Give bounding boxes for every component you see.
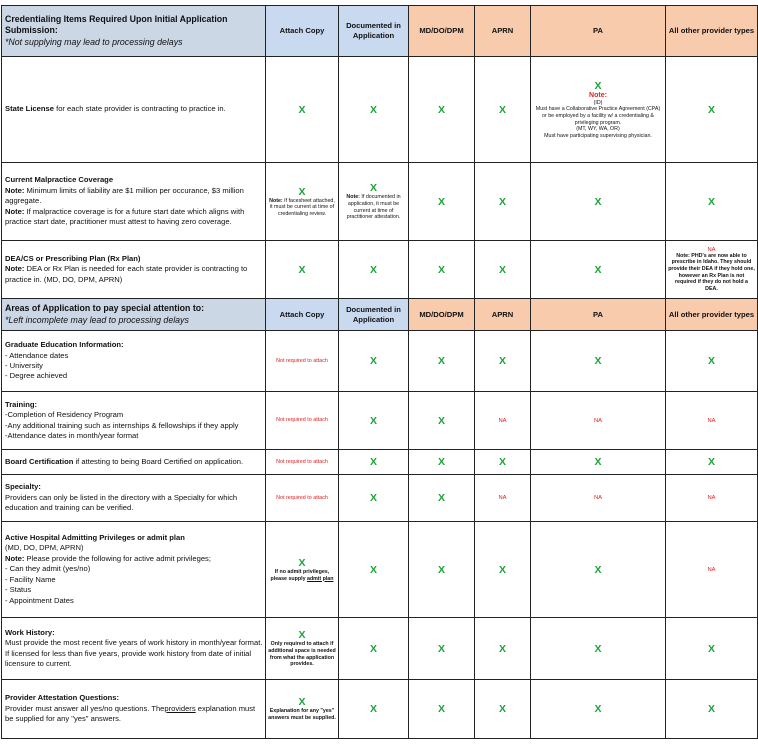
- cell-na: [475, 392, 531, 450]
- check-mark: X: [498, 642, 506, 655]
- requirement-work-history: [2, 618, 266, 680]
- col-header-md-do-dpm: MD/DO/DPM: [409, 6, 475, 57]
- cell-check: [475, 522, 531, 618]
- section-header-initial: [2, 6, 758, 57]
- requirement-line: - Attendance dates: [5, 350, 69, 360]
- cell-not-required: [266, 450, 339, 475]
- check-mark: X: [298, 629, 306, 642]
- note-text: Only required to attach if additional space is needed from what the application provides.: [268, 641, 336, 668]
- check-mark: X: [707, 355, 715, 367]
- na-mark: NA: [498, 417, 507, 424]
- check-mark: X: [498, 195, 506, 208]
- section-subtitle-text: *Not supplying may lead to processing delays: [5, 36, 183, 47]
- row-dea: [2, 241, 758, 299]
- check-mark: X: [369, 355, 377, 367]
- check-mark: X: [594, 642, 602, 655]
- cell-check: [475, 331, 531, 392]
- note-text: Explanation for any "yes" answers must be supplied.: [268, 708, 336, 721]
- check-mark: X: [369, 182, 377, 195]
- not-required-text: Not required to attach: [276, 494, 328, 501]
- check-mark: X: [369, 263, 377, 276]
- cell-attach-note: [266, 618, 339, 680]
- note-label: Note:: [5, 206, 25, 216]
- pa-note-2: Must have a Collaborative Practice Agreement (CPA) or be employed by a facility w/ a credentialing & privileging program.: [535, 106, 661, 126]
- requirement-hospital-privileges: [2, 522, 266, 618]
- check-mark: X: [594, 195, 602, 208]
- cell-check: [409, 450, 475, 475]
- cell-not-required: [266, 475, 339, 522]
- requirement-board-certification: [2, 450, 266, 475]
- check-mark: X: [594, 79, 602, 92]
- requirement-line: -Any additional training such as internships & fellowships if they apply: [5, 420, 239, 430]
- cell-check: [266, 241, 339, 299]
- check-mark: X: [594, 355, 602, 367]
- pa-note-4: Must have participating supervising physician.: [544, 132, 652, 139]
- requirement-line: -Completion of Residency Program: [5, 410, 124, 420]
- cell-check: [475, 163, 531, 241]
- check-mark: X: [498, 456, 506, 468]
- check-mark: X: [498, 703, 506, 715]
- cell-attach-note: [266, 680, 339, 739]
- check-mark: X: [707, 195, 715, 208]
- check-mark: X: [594, 703, 602, 715]
- col-header-aprn: APRN: [475, 6, 531, 57]
- cell-attach-note: [266, 522, 339, 618]
- check-mark: X: [437, 263, 445, 276]
- section-subtitle-text: *Left incomplete may lead to processing delays: [5, 314, 189, 325]
- check-mark: X: [369, 492, 377, 504]
- cell-check: [531, 680, 666, 739]
- requirement-text: if attesting to being Board Certified on application.: [73, 456, 244, 466]
- check-mark: X: [437, 414, 445, 427]
- cell-check: [409, 680, 475, 739]
- requirement-line: - Status: [5, 585, 32, 595]
- check-mark: X: [298, 185, 306, 198]
- requirement-malpractice: [2, 163, 266, 241]
- na-mark: NA: [707, 246, 716, 253]
- cell-check: [339, 450, 409, 475]
- cell-check: [339, 680, 409, 739]
- requirement-dea: [2, 241, 266, 299]
- note-label: Note:: [346, 194, 360, 201]
- cell-pa-note: [531, 57, 666, 163]
- cell-check: [409, 475, 475, 522]
- not-required-text: Not required to attach: [276, 357, 328, 364]
- cell-check: [666, 163, 758, 241]
- requirement-title: Active Hospital Admitting Privileges or admit plan: [5, 533, 185, 543]
- pa-note-label: Note:: [589, 91, 607, 99]
- col-header-documented: Documented in Application: [339, 6, 409, 57]
- cell-check: [666, 331, 758, 392]
- na-mark: NA: [593, 417, 603, 424]
- check-mark: X: [594, 563, 602, 576]
- cell-check: [475, 241, 531, 299]
- cell-check: [339, 241, 409, 299]
- note-label: Note:: [5, 185, 25, 195]
- requirement-title: Current Malpractice Coverage: [5, 175, 114, 185]
- cell-check: [339, 57, 409, 163]
- cell-check: [531, 450, 666, 475]
- requirement-line: - University: [5, 361, 43, 370]
- cell-check: [339, 475, 409, 522]
- check-mark: X: [437, 195, 445, 208]
- na-mark: NA: [707, 417, 716, 424]
- col-header-md-do-dpm: MD/DO/DPM: [409, 299, 475, 331]
- note-text: DEA or Rx Plan is needed for each state provider is contracting to practice in. (MD, DO, DPM, APRN): [5, 264, 248, 284]
- requirement-title: Work History:: [5, 627, 55, 637]
- note-text: If facesheet attached, it must be current at time of credentialing review.: [269, 197, 335, 217]
- col-header-attach-copy: Attach Copy: [266, 299, 339, 331]
- note-text: Please provide the following for active admit privileges;: [24, 553, 211, 563]
- check-mark: X: [437, 563, 445, 576]
- cell-na: [666, 522, 758, 618]
- cell-check: [409, 522, 475, 618]
- check-mark: X: [707, 103, 715, 116]
- requirement-title: State License: [5, 104, 54, 114]
- pa-note-1: (ID): [593, 99, 603, 106]
- cell-check: [475, 450, 531, 475]
- row-hospital-privileges: [2, 522, 758, 618]
- section-title-initial: [2, 6, 266, 57]
- note-text: If documented in application, it must be current at time of practitioner attestation.: [346, 194, 401, 221]
- note-text: If malpractice coverage is for a future start date which aligns with practice start date, practitioner must attest to having zero coverage.: [5, 206, 245, 227]
- admit-plan-link: admit plan: [307, 575, 334, 582]
- check-mark: X: [707, 456, 715, 468]
- cell-documented-note: [339, 163, 409, 241]
- check-mark: X: [437, 355, 445, 367]
- requirement-title: Specialty:: [5, 482, 41, 492]
- providers-link: providers: [164, 703, 196, 713]
- requirement-attestation: [2, 680, 266, 739]
- requirement-state-license: [2, 57, 266, 163]
- check-mark: X: [594, 456, 602, 468]
- row-malpractice: [2, 163, 758, 241]
- check-mark: X: [437, 492, 445, 504]
- na-mark: NA: [593, 495, 603, 501]
- requirement-line: (MD, DO, DPM, APRN): [5, 543, 84, 553]
- check-mark: X: [498, 563, 506, 576]
- check-mark: X: [498, 263, 506, 276]
- requirement-text: Must provide the most recent five years of work history in month/year format. If licensed for less than five years, provide work history from date of initial licensure to current.: [5, 638, 263, 668]
- requirement-line: - Degree achieved: [5, 371, 68, 381]
- note-label: Note:: [676, 252, 690, 259]
- requirement-training: [2, 392, 266, 450]
- check-mark: X: [369, 414, 377, 427]
- requirement-line: -Attendance dates in month/year format: [5, 430, 139, 440]
- cell-na: [666, 475, 758, 522]
- check-mark: X: [498, 355, 506, 367]
- section-title-attention: [2, 299, 266, 331]
- check-mark: X: [437, 456, 445, 468]
- cell-other-note: [666, 241, 758, 299]
- cell-check: [339, 618, 409, 680]
- check-mark: X: [369, 456, 377, 468]
- cell-not-required: [266, 392, 339, 450]
- cell-check: [666, 57, 758, 163]
- cell-check: [409, 392, 475, 450]
- check-mark: X: [298, 263, 306, 276]
- requirement-text: Provider must answer all yes/no questions. The: [5, 703, 165, 713]
- cell-check: [339, 522, 409, 618]
- requirement-title: Provider Attestation Questions:: [5, 693, 120, 703]
- cell-check: [531, 163, 666, 241]
- requirement-line: - Can they admit (yes/no): [5, 564, 91, 574]
- row-work-history: [2, 618, 758, 680]
- check-mark: X: [298, 696, 306, 709]
- col-header-other: All other provider types: [666, 6, 758, 57]
- requirements-table: [1, 5, 758, 739]
- cell-check: [409, 618, 475, 680]
- requirement-line: - Facility Name: [5, 574, 56, 584]
- check-mark: X: [437, 642, 445, 655]
- check-mark: X: [298, 556, 306, 569]
- cell-check: [266, 57, 339, 163]
- check-mark: X: [437, 103, 445, 116]
- cell-check: [475, 618, 531, 680]
- row-state-license: [2, 57, 758, 163]
- not-required-text: Not required to attach: [276, 417, 328, 423]
- col-header-pa: PA: [531, 6, 666, 57]
- cell-check: [409, 241, 475, 299]
- cell-attach-note: [266, 163, 339, 241]
- cell-check: [531, 331, 666, 392]
- row-specialty: [2, 475, 758, 522]
- cell-not-required: [266, 331, 339, 392]
- row-graduate-education: [2, 331, 758, 392]
- row-board-certification: [2, 450, 758, 475]
- cell-check: [339, 331, 409, 392]
- requirement-title: Graduate Education Information:: [5, 340, 124, 350]
- check-mark: X: [707, 642, 715, 655]
- cell-check: [475, 57, 531, 163]
- cell-na: [666, 392, 758, 450]
- row-training: [2, 392, 758, 450]
- cell-na: [531, 475, 666, 522]
- col-header-documented: Documented in Application: [339, 299, 409, 331]
- section-header-attention: [2, 299, 758, 331]
- requirement-text: for each state provider is contracting to practice in.: [53, 104, 226, 114]
- col-header-attach-copy: Attach Copy: [266, 6, 339, 57]
- cell-check: [409, 57, 475, 163]
- not-required-text: Not required to attach: [276, 458, 328, 465]
- section-title-text: Credentialing Items Required Upon Initial Application Submission:: [5, 13, 228, 36]
- check-mark: X: [707, 703, 715, 715]
- cell-na: [531, 392, 666, 450]
- cell-check: [531, 618, 666, 680]
- check-mark: X: [594, 263, 602, 276]
- cell-check: [666, 618, 758, 680]
- requirement-title: Training:: [5, 399, 38, 409]
- note-label: Note:: [5, 264, 25, 274]
- col-header-pa: PA: [531, 299, 666, 331]
- check-mark: X: [498, 103, 506, 116]
- check-mark: X: [369, 103, 377, 116]
- cell-check: [409, 163, 475, 241]
- cell-check: [531, 522, 666, 618]
- requirement-title: DEA/CS or Prescribing Plan (Rx Plan): [5, 253, 141, 263]
- cell-check: [666, 450, 758, 475]
- note-label: Note:: [269, 197, 283, 204]
- note-label: Note:: [5, 553, 25, 563]
- section-title-text: Areas of Application to pay special attention to:: [5, 303, 205, 313]
- check-mark: X: [369, 642, 377, 655]
- na-mark: NA: [707, 495, 716, 501]
- requirement-text: explanation must be supplied for any "yes" answers.: [5, 703, 256, 724]
- check-mark: X: [298, 103, 306, 116]
- requirement-text: Providers can only be listed in the directory with a Specialty for which education and training can be verified.: [5, 492, 238, 513]
- requirement-graduate-education: [2, 331, 266, 392]
- check-mark: X: [437, 703, 445, 715]
- cell-na: [475, 475, 531, 522]
- requirement-specialty: [2, 475, 266, 522]
- note-text: Minimum limits of liability are $1 million per occurance, $3 million aggregate.: [5, 185, 244, 206]
- cell-check: [666, 680, 758, 739]
- requirement-line: - Appointment Dates: [5, 595, 74, 605]
- na-mark: NA: [707, 566, 716, 573]
- cell-check: [339, 392, 409, 450]
- requirement-title: Board Certification: [5, 456, 74, 466]
- row-attestation: [2, 680, 758, 739]
- note-text: PHD's are now able to prescribe in Idaho. They should provide their DEA if they hold one, however an Rx Plan is not required if they do not hold a DEA.: [668, 252, 755, 292]
- cell-check: [531, 241, 666, 299]
- col-header-other: All other provider types: [666, 299, 758, 331]
- note-text: If no admit privileges, please supply: [270, 568, 330, 582]
- col-header-aprn: APRN: [475, 299, 531, 331]
- cell-check: [475, 680, 531, 739]
- check-mark: X: [369, 703, 377, 715]
- cell-check: [409, 331, 475, 392]
- na-mark: NA: [498, 495, 507, 501]
- check-mark: X: [369, 563, 377, 576]
- pa-note-3: (MT, WY, WA, OR): [576, 126, 620, 133]
